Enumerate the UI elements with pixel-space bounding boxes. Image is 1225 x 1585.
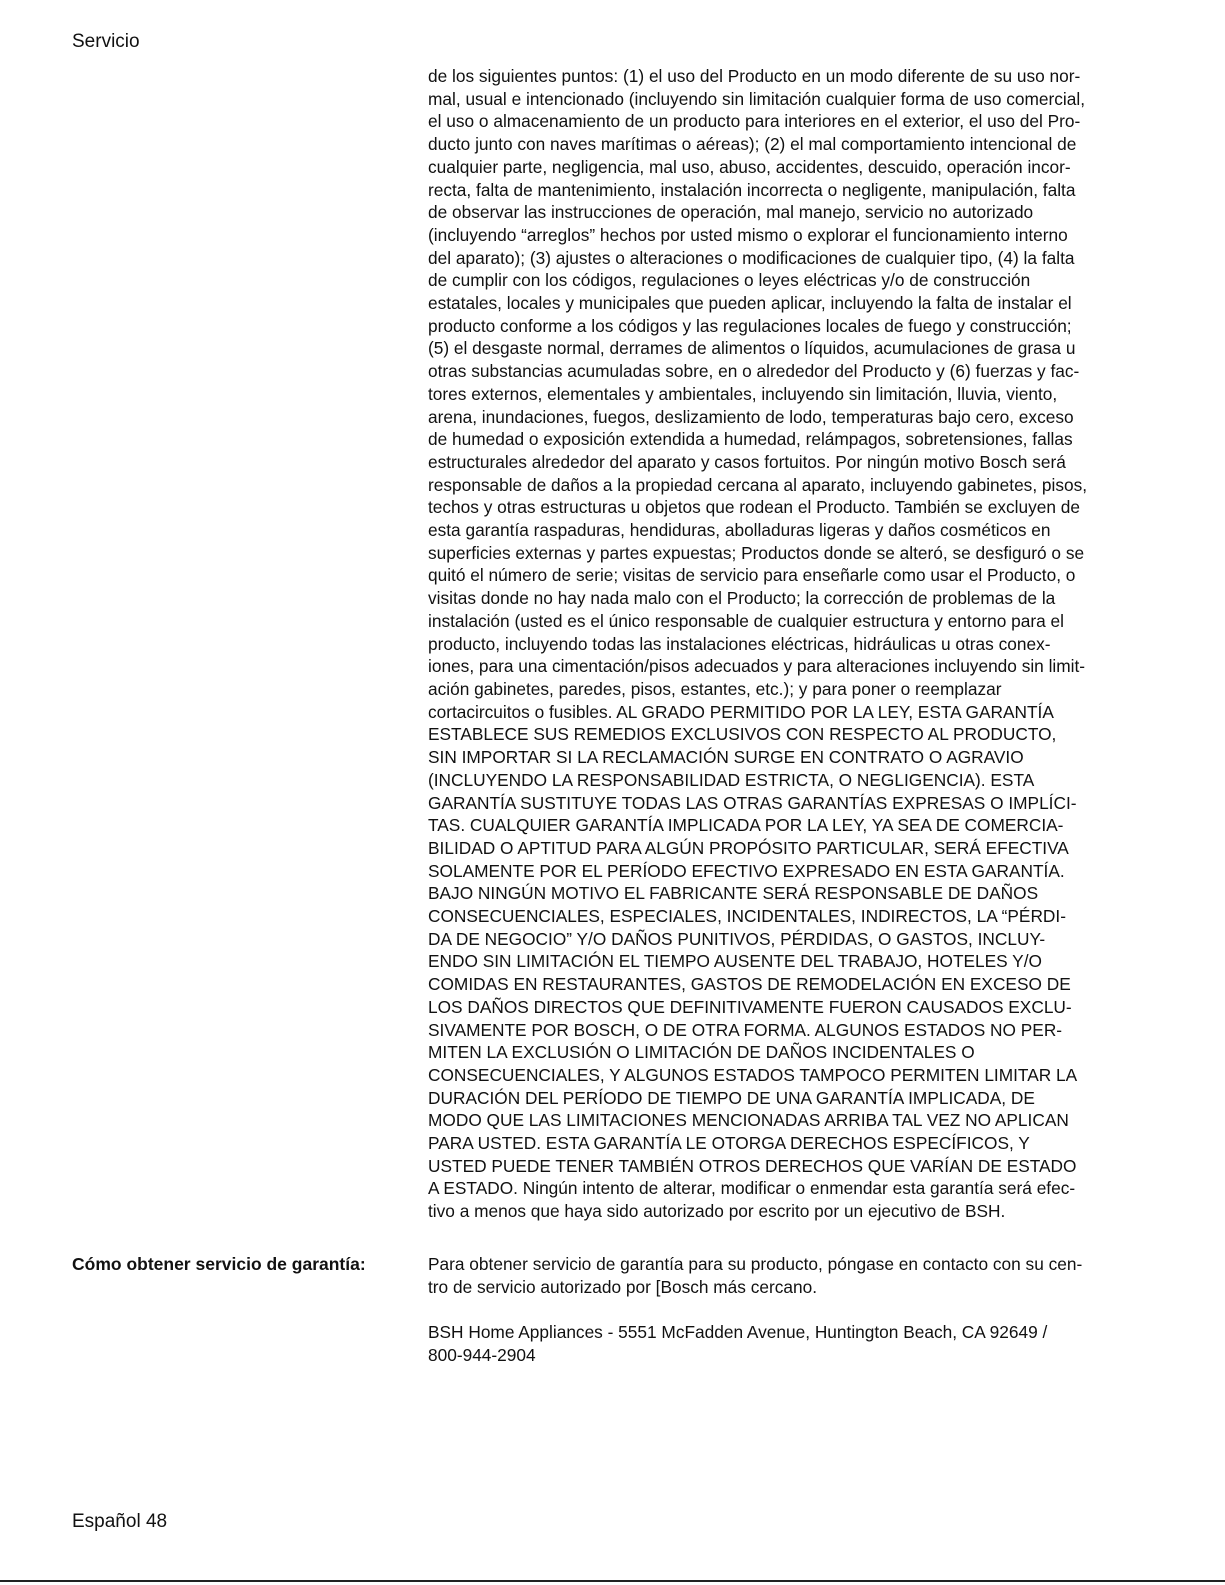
body-line: superficies externas y partes expuestas; Productos donde se alteró, se desfiguró o se [428, 542, 1085, 563]
body-line: ESTABLECE SUS REMEDIOS EXCLUSIVOS CON RESPECTO AL PRODUCTO, [428, 724, 1057, 745]
body-line: COMIDAS EN RESTAURANTES, GASTOS DE REMODELACIÓN EN EXCESO DE [428, 974, 1071, 995]
service-instructions [428, 1253, 1140, 1298]
body-line: de observar las instrucciones de operación, mal manejo, servicio no autorizado [428, 202, 1034, 223]
body-line: SOLAMENTE POR EL PERÍODO EFECTIVO EXPRESADO EN ESTA GARANTÍA. [428, 860, 1065, 881]
body-line: cortacircuitos o fusibles. AL GRADO PERMITIDO POR LA LEY, ESTA GARANTÍA [428, 701, 1054, 722]
service-line: Para obtener servicio de garantía para su producto, póngase en contacto con su cen- [428, 1254, 1083, 1274]
body-line: de cumplir con los códigos, regulaciones o leyes eléctricas y/o de construcción [428, 270, 1031, 291]
body-line: LOS DAÑOS DIRECTOS QUE DEFINITIVAMENTE FUERON CAUSADOS EXCLU- [428, 996, 1072, 1017]
body-line: recta, falta de mantenimiento, instalación incorrecta o negligente, manipulación, falta [428, 179, 1076, 200]
body-line: BAJO NINGÚN MOTIVO EL FABRICANTE SERÁ RESPONSABLE DE DAÑOS [428, 883, 1039, 904]
body-line: mal, usual e intencionado (incluyendo sin limitación cualquier forma de uso comercial, [428, 88, 1086, 109]
body-line: techos y otras estructuras u objetos que rodean el Producto. También se excluyen de [428, 497, 1080, 518]
body-line: MITEN LA EXCLUSIÓN O LIMITACIÓN DE DAÑOS INCIDENTALES O [428, 1042, 975, 1063]
running-header: Servicio [72, 31, 140, 52]
body-line: (incluyendo “arreglos” hechos por usted mismo o explorar el funcionamiento interno [428, 224, 1068, 245]
body-line: estructurales alrededor del aparato y casos fortuitos. Por ningún motivo Bosch será [428, 451, 1066, 472]
body-line: TAS. CUALQUIER GARANTÍA IMPLICADA POR LA LEY, YA SEA DE COMERCIA- [428, 815, 1064, 836]
body-line: (5) el desgaste normal, derrames de alimentos o líquidos, acumulaciones de grasa u [428, 338, 1076, 359]
body-line: el uso o almacenamiento de un producto para interiores en el exterior, el uso del Pro- [428, 111, 1081, 132]
body-line: tivo a menos que haya sido autorizado por escrito por un ejecutivo de BSH. [428, 1201, 1006, 1222]
warranty-body-text [428, 65, 1140, 1223]
service-line: tro de servicio autorizado por [Bosch más cercano. [428, 1276, 818, 1297]
company-address [428, 1321, 1140, 1366]
body-line: DURACIÓN DEL PERÍODO DE TIEMPO DE UNA GARANTÍA IMPLICADA, DE [428, 1087, 1035, 1108]
body-line: BILIDAD O APTITUD PARA ALGÚN PROPÓSITO PARTICULAR, SERÁ EFECTIVA [428, 837, 1069, 858]
body-line: (INCLUYENDO LA RESPONSABILIDAD ESTRICTA, O NEGLIGENCIA). ESTA [428, 769, 1035, 790]
body-line: A ESTADO. Ningún intento de alterar, modificar o enmendar esta garantía será efec- [428, 1178, 1076, 1199]
body-line: responsable de daños a la propiedad cercana al aparato, incluyendo gabinetes, pisos, [428, 474, 1088, 495]
body-line: SIVAMENTE POR BOSCH, O DE OTRA FORMA. ALGUNOS ESTADOS NO PER- [428, 1019, 1063, 1040]
body-line: CONSECUENCIALES, ESPECIALES, INCIDENTALES, INDIRECTOS, LA “PÉRDI- [428, 906, 1066, 927]
body-line: GARANTÍA SUSTITUYE TODAS LAS OTRAS GARANTÍAS EXPRESAS O IMPLÍCI- [428, 792, 1077, 813]
body-line: visitas donde no hay nada malo con el Producto; la corrección de problemas de la [428, 588, 1056, 609]
body-line: del aparato); (3) ajustes o alteraciones o modificaciones de cualquier tipo, (4) la falta [428, 247, 1075, 268]
body-line: ENDO SIN LIMITACIÓN EL TIEMPO AUSENTE DEL TRABAJO, HOTELES Y/O [428, 951, 1042, 972]
body-line: USTED PUEDE TENER TAMBIÉN OTROS DERECHOS QUE VARÍAN DE ESTADO [428, 1155, 1077, 1176]
body-line: producto conforme a los códigos y las regulaciones locales de fuego y construcción; [428, 315, 1072, 336]
body-line: producto, incluyendo todas las instalaciones eléctricas, hidráulicas u otras conex- [428, 633, 1051, 654]
address-line: BSH Home Appliances - 5551 McFadden Avenue, Huntington Beach, CA 92649 / [428, 1322, 1048, 1342]
body-line: MODO QUE LAS LIMITACIONES MENCIONADAS ARRIBA TAL VEZ NO APLICAN [428, 1110, 1069, 1131]
body-line: PARA USTED. ESTA GARANTÍA LE OTORGA DERECHOS ESPECÍFICOS, Y [428, 1133, 1030, 1154]
body-line: tores externos, elementales y ambientales, incluyendo sin limitación, lluvia, viento, [428, 383, 1058, 404]
body-line: iones, para una cimentación/pisos adecuados y para alteraciones incluyendo sin limit- [428, 656, 1086, 677]
body-line: estatales, locales y municipales que pueden aplicar, incluyendo la falta de instalar el [428, 293, 1072, 314]
body-line: otras substancias acumuladas sobre, en o alrededor del Producto y (6) fuerzas y fac- [428, 361, 1080, 382]
body-line: ducto junto con naves marítimas o aéreas); (2) el mal comportamiento intencional de [428, 134, 1077, 155]
page-footer: Español 48 [72, 1511, 168, 1532]
body-line: quitó el número de serie; visitas de servicio para enseñarle como usar el Producto, o [428, 565, 1076, 586]
body-line: instalación (usted es el único responsable de cualquier estructura y entorno para el [428, 610, 1064, 631]
body-line: arena, inundaciones, fuegos, deslizamiento de lodo, temperaturas bajo cero, exceso [428, 406, 1074, 427]
body-line: cualquier parte, negligencia, mal uso, abuso, accidentes, descuido, operación incor- [428, 156, 1071, 177]
body-line: ación gabinetes, paredes, pisos, estantes, etc.); y para poner o reemplazar [428, 678, 1002, 699]
service-section-heading: Cómo obtener servicio de garantía: [72, 1254, 366, 1274]
body-line: esta garantía raspaduras, hendiduras, abolladuras ligeras y daños cosméticos en [428, 520, 1051, 541]
phone-line: 800-944-2904 [428, 1344, 536, 1365]
bottom-rule [0, 1580, 1225, 1582]
body-line: CONSECUENCIALES, Y ALGUNOS ESTADOS TAMPOCO PERMITEN LIMITAR LA [428, 1064, 1078, 1085]
body-line: de humedad o exposición extendida a humedad, relámpagos, sobretensiones, fallas [428, 429, 1073, 450]
body-line: de los siguientes puntos: (1) el uso del Producto en un modo diferente de su uso nor- [428, 66, 1081, 86]
body-line: SIN IMPORTAR SI LA RECLAMACIÓN SURGE EN CONTRATO O AGRAVIO [428, 747, 1024, 768]
body-line: DA DE NEGOCIO” Y/O DAÑOS PUNITIVOS, PÉRDIDAS, O GASTOS, INCLUY- [428, 928, 1046, 949]
